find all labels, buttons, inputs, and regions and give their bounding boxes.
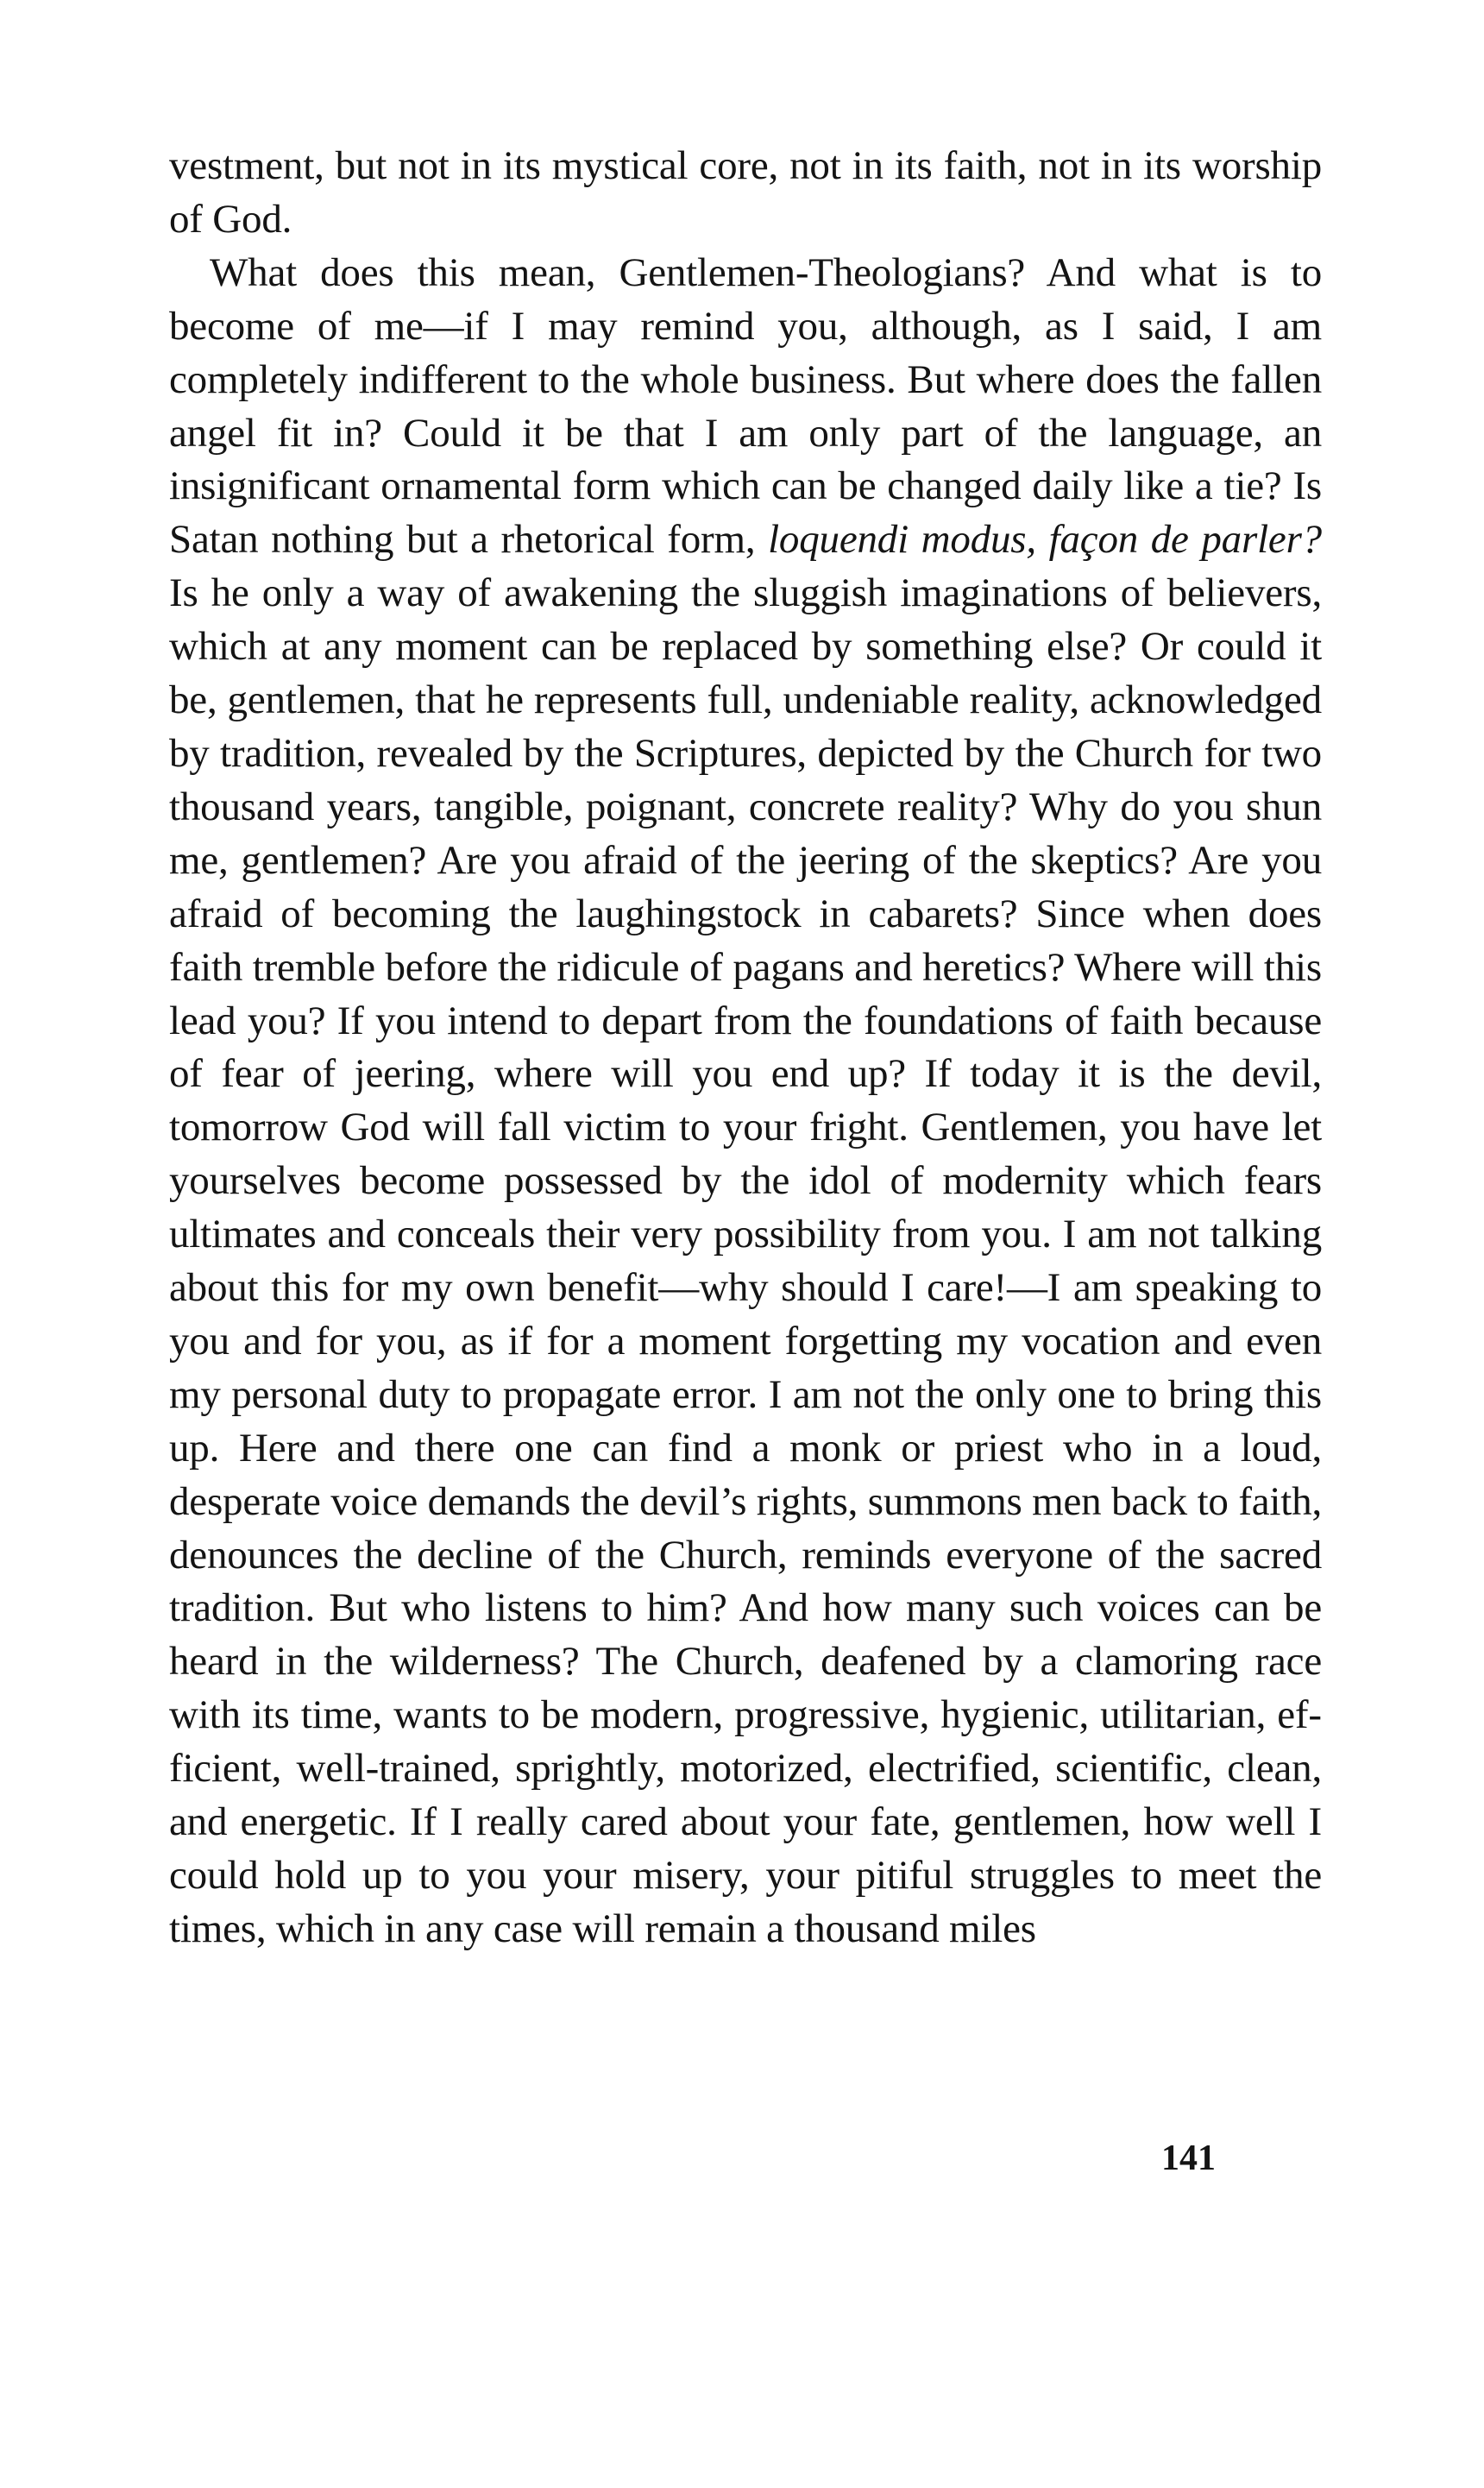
page-number: 141 xyxy=(1161,2138,1216,2178)
italic-phrase: loquendi modus, façon de parler? xyxy=(768,517,1322,563)
paragraph xyxy=(169,247,1322,1956)
paragraph-2-text-after-italic: Is he only a way of awakening the sluggish imaginations of believers, which at any moment can be replaced by something else? Or could it be, gentlemen, that he represents full, undeniable reality, acknowledged by tradition, revealed by the Scriptures, depicted by the Church for two thousand years, tangible, poignant, concrete reality? Why do you shun me, gentlemen? Are you afraid of the jeering of the skeptics? Are you afraid of becoming the laughingstock in cabarets? Since when does faith tremble before the ridicule of pagans and heretics? Where will this lead you? If you intend to depart from the foundations of faith because of fear of jeering, where will you end up? If today it is the devil, tomorrow God will fall victim to your fright. Gentlemen, you have let yourselves become possessed by the idol of modernity which fears ultimates and conceals their very possibility from you. I am not talking about this for my own benefit—why should I care!—I am speaking to you and for you, as if for a moment forgetting my vocation and even my personal duty to propagate error. I am not the only one to bring this up. Here and there one can find a monk or priest who in a loud, desperate voice demands the devil’s rights, summons men back to faith, denounces the decline of the Church, reminds everyone of the sacred tradition. But who listens to him? And how many such voices can be heard in the wilderness? The Church, deafened by a clamoring race with its time, wants to be modern, progressive, hygienic, utilitarian, efficient, well-trained, sprightly, motorized, electrified, scientific, clean, and energetic. If I really cared about your fate, gentlemen, how well I could hold up to you your misery, your pitiful struggles to meet the times, which in any case will remain a thousand miles xyxy=(169,570,1322,1951)
paragraph-continued xyxy=(169,140,1322,247)
body-text xyxy=(169,140,1322,1956)
paragraph-2-text-before-italic: What does this mean, Gentlemen-Theologians? And what is to become of me—if I may remind you, although, as I said, I am completely indifferent to the whole business. But where does the fallen angel fit in? Could it be that I am only part of the language, an insignificant ornamental form which can be changed daily like a tie? Is Satan nothing but a rhetorical form, xyxy=(169,249,1322,563)
paragraph-1-text: vestment, but not in its mystical core, not in its faith, not in its worship of God. xyxy=(169,143,1322,242)
